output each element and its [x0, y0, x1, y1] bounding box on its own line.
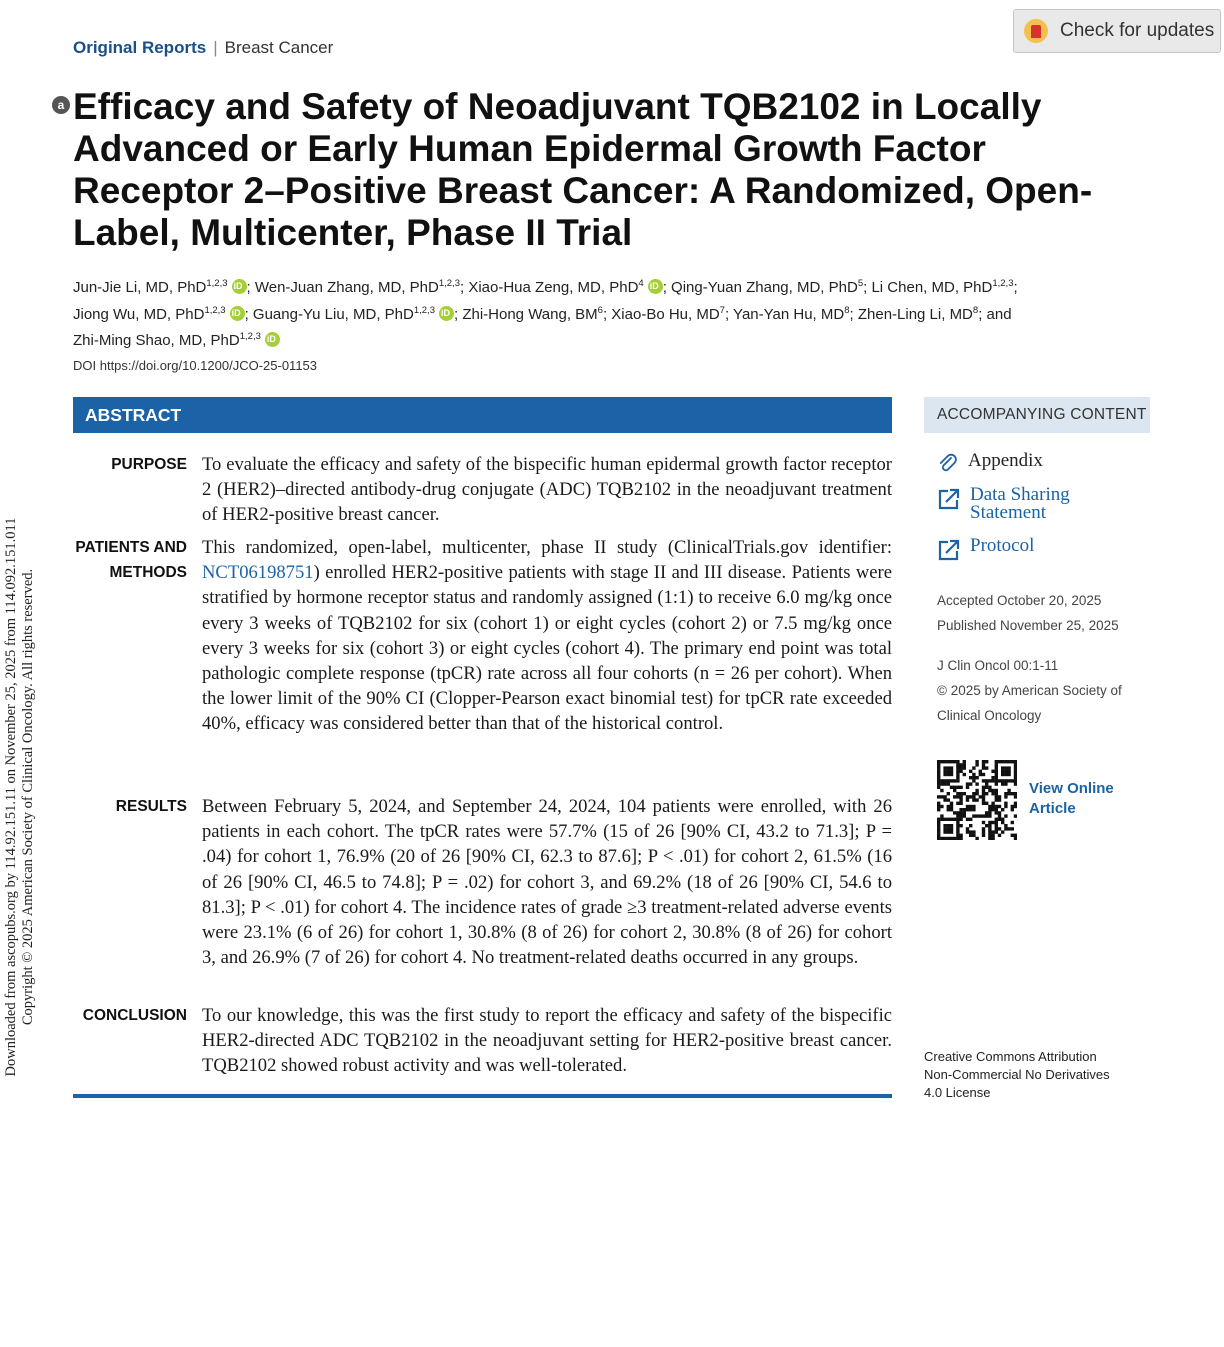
author-entry: [733, 306, 849, 323]
author-entry: [73, 279, 247, 296]
methods-label: [37, 535, 187, 585]
author-name: Zhen-Ling Li, MD: [857, 305, 973, 323]
methods-text: [202, 535, 892, 737]
author-name: Jiong Wu, MD, PhD: [73, 305, 205, 323]
publication-dates: [937, 588, 1137, 638]
external-link-icon: [937, 487, 961, 511]
view-online-line: Article: [1029, 800, 1076, 817]
protocol-link[interactable]: [937, 537, 1034, 562]
subsection-label: Breast Cancer: [224, 38, 334, 57]
author-affiliation: 4: [638, 278, 644, 289]
author-affiliation: 1,2,3: [992, 278, 1014, 289]
orcid-icon[interactable]: [648, 279, 663, 294]
methods-text-part: ) enrolled HER2-positive patients with stage II and III disease. Patients were stratified by hormone receptor status and randomly assigned (1:1) to receive 6.0 mg/kg once every 3 weeks of TQB2102 for six (cohort 1) or eight cycles (cohort 2) or 7.5 mg/kg once every 3 weeks for six (cohort 3) or eight cycles (cohort 4). The primary end point was total pathologic complete response (tpCR) rate across all four cohorts (n = 26 per cohort). When the lower limit of the 90% CI (Clopper-Pearson exact binomial test) for tpCR rate exceeded 40%, efficacy was considered better than that of the historical control.: [202, 562, 892, 735]
author-affiliation: 8: [844, 304, 850, 316]
author-affiliation: 1,2,3: [204, 304, 226, 316]
paperclip-icon: [937, 453, 959, 475]
download-watermark: [3, 247, 37, 1347]
data-sharing-label: [970, 486, 1070, 522]
results-text: Between February 5, 2024, and September 24, 2024, 104 patients were enrolled, with 26 patients in each cohort. The tpCR rates were 57.7% (15 of 26 [90% CI, 43.2 to 71.3]; P = .04) for cohort 1, 76.9% (20 of 26 [90% CI, 62.3 to 87.6]; P < .01) for cohort 2, 61.5% (16 of 26 [90% CI, 46.5 to 74.8]; P = .02) for cohort 3, and 69.2% (18 of 26 [90% CI, 54.6 to 81.3]; P < .01) for cohort 4. The incidence rates of grade ≥3 treatment-related adverse events were 23.1% (6 of 26) for cohort 1, 30.8% (8 of 26) for cohort 2, 30.8% (8 of 26) for cohort 3, and 26.9% (7 of 26) for cohort 4. No treatment-related deaths occurred in any groups.: [202, 796, 892, 969]
accompanying-content-heading: ACCOMPANYING CONTENT: [924, 397, 1150, 433]
author-affiliation: 7: [719, 304, 725, 316]
license-note[interactable]: [924, 1048, 1164, 1102]
author-list: Jun-Jie Li, MD, PhD$^{1,2,3}$iD ; Wen-Juan Zhang, MD, PhD$^{1,2,3}$; Xiao-Hua Zeng, MD, PhD$^4$iD ; Qing-Yuan Zhang, MD, PhD$^5$; Li Chen, MD, PhD$^{1,2,3}$; Jiong Wu, MD, PhD$^{1,2,3}$iD ; Guang-Yu Liu, MD, PhD$^{1,2,3}$iD ; Zhi-Hong Wang, $BM^6$; Xiao-Bo Hu, $MD^7$; Yan-Yan Hu, $MD^8$; Zhen-Ling Li, $MD^8$; and Zhi-Ming Shao, MD, PhD$^{1,2,3}$iD: [73, 273, 1133, 353]
purpose-label: PURPOSE: [111, 456, 187, 473]
author-name: Zhi-Hong Wang, BM: [462, 305, 598, 323]
abstract-heading: ABSTRACT: [73, 397, 892, 433]
author-entry: [73, 306, 245, 323]
author-entry: [462, 306, 603, 323]
license-line: Non-Commercial No Derivatives: [924, 1067, 1110, 1082]
author-affiliation: 1,2,3: [206, 278, 228, 289]
appendix-label: Appendix: [968, 450, 1043, 471]
data-sharing-statement-link[interactable]: [937, 486, 1070, 522]
methods-label-line: PATIENTS AND: [75, 539, 187, 556]
orcid-icon[interactable]: [439, 306, 454, 321]
author-name: Zhi-Ming Shao, MD, PhD: [73, 332, 240, 349]
trial-id-link[interactable]: NCT06198751: [202, 562, 314, 584]
author-affiliation: 1,2,3: [413, 304, 435, 316]
copyright-note-line: Copyright © 2025 American Society of Clinical Oncology. All rights reserved.: [20, 568, 36, 1026]
protocol-label: Protocol: [970, 535, 1035, 556]
author-name: Jun-Jie Li, MD, PhD: [73, 279, 207, 296]
view-online-article-link[interactable]: [1029, 779, 1139, 819]
data-sharing-label-line: Statement: [970, 502, 1046, 523]
check-for-updates-label: Check for updates: [1060, 20, 1215, 41]
copyright-line: © 2025 by American Society of: [937, 683, 1122, 698]
author-affiliation: 8: [972, 304, 979, 316]
author-affiliation: 6: [597, 304, 603, 316]
author-affiliation: 1,2,3: [438, 278, 460, 289]
author-name: Qing-Yuan Zhang, MD, PhD: [671, 279, 858, 296]
published-date: Published November 25, 2025: [937, 618, 1119, 633]
methods-text-part: This randomized, open-label, multicenter, phase II study (ClinicalTrials.gov identifier:: [202, 537, 892, 558]
license-line: Creative Commons Attribution: [924, 1049, 1097, 1064]
orcid-icon[interactable]: [232, 279, 247, 294]
doi-link[interactable]: DOI https://doi.org/10.1200/JCO-25-01153: [73, 358, 318, 373]
conclusion-text: To our knowledge, this was the first study to report the efficacy and safety of the bispecific HER2-directed ADC TQB2102 in the neoadjuvant setting for HER2-positive breast cancer. TQB2102 showed robust activity and was well-tolerated.: [202, 1005, 892, 1077]
section-link[interactable]: Original Reports: [73, 38, 207, 57]
breadcrumb-separator: |: [213, 38, 218, 57]
author-entry: [611, 306, 725, 323]
author-name: Xiao-Bo Hu, MD: [611, 305, 720, 323]
external-link-icon: [937, 538, 961, 562]
journal-citation: J Clin Oncol 00:1-11: [937, 658, 1059, 673]
open-access-icon: a: [52, 96, 70, 114]
author-entry: [671, 279, 863, 296]
orcid-icon[interactable]: [265, 332, 280, 347]
author-entry: [253, 306, 454, 323]
conclusion-label: CONCLUSION: [82, 1007, 187, 1024]
download-note-line: Downloaded from ascopubs.org by 114.92.151.11 on November 25, 2025 from 114.092.151.011: [3, 517, 19, 1077]
copyright-line: Clinical Oncology: [937, 708, 1042, 723]
orcid-icon[interactable]: [230, 306, 245, 321]
author-name: Xiao-Hua Zeng, MD, PhD: [468, 279, 639, 296]
author-affiliation: 5: [857, 278, 864, 289]
view-online-line: View Online: [1029, 780, 1114, 797]
author-name: Li Chen, MD, PhD: [871, 279, 993, 296]
bookmark-icon: [1024, 19, 1048, 43]
author-entry: [871, 279, 1013, 296]
author-entry: [468, 279, 662, 296]
methods-label-line: METHODS: [109, 564, 187, 581]
author-entry: [858, 306, 978, 323]
author-name: Yan-Yan Hu, MD: [733, 305, 845, 323]
citation-block: [937, 653, 1137, 728]
author-name: Guang-Yu Liu, MD, PhD: [252, 305, 414, 323]
qr-code[interactable]: [937, 760, 1017, 840]
check-for-updates-button[interactable]: [1013, 9, 1221, 53]
article-title: Efficacy and Safety of Neoadjuvant TQB2102 in Locally Advanced or Early Human Epidermal Growth Factor Receptor 2–Positive Breast Cancer: A Randomized, Open-Label, Multicenter, Phase II Trial: [73, 86, 1093, 253]
author-affiliation: 1,2,3: [239, 331, 261, 342]
author-entry: [73, 332, 280, 349]
author-name: Wen-Juan Zhang, MD, PhD: [254, 279, 439, 296]
purpose-text: To evaluate the efficacy and safety of the bispecific human epidermal growth factor receptor 2 (HER2)–directed antibody-drug conjugate (ADC) TQB2102 in the neoadjuvant treatment of HER2-positive breast cancer.: [202, 454, 892, 526]
accepted-date: Accepted October 20, 2025: [937, 593, 1102, 608]
breadcrumb: [73, 38, 333, 58]
results-label: RESULTS: [115, 798, 187, 815]
abstract-bottom-rule: [73, 1094, 892, 1098]
author-entry: [255, 279, 460, 296]
appendix-link[interactable]: [937, 452, 1043, 475]
license-line: 4.0 License: [924, 1085, 991, 1100]
data-sharing-label-line: Data Sharing: [970, 484, 1070, 505]
